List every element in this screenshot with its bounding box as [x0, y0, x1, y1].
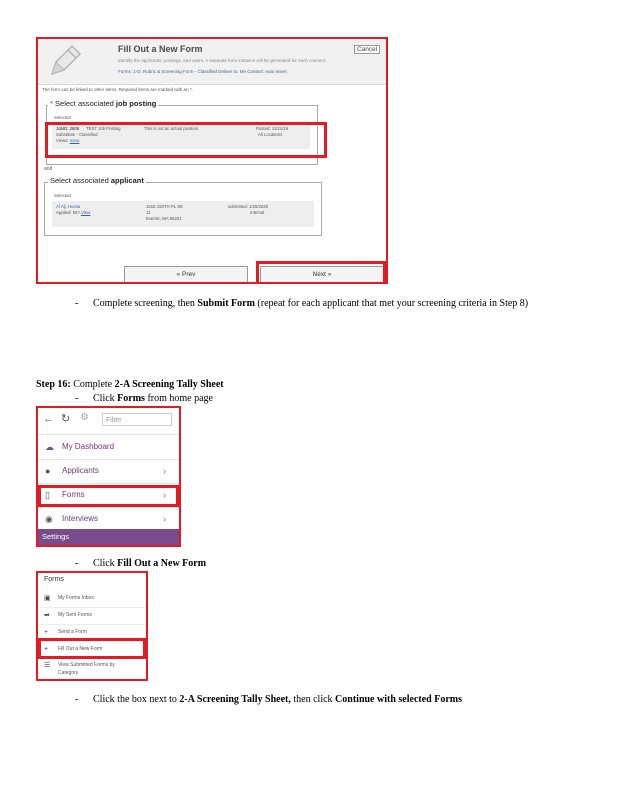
job-title: TEST Job Posting [86, 126, 121, 131]
job-type: Substitute - Classified [56, 132, 98, 137]
views-text: Views: none [56, 138, 80, 143]
share-arrow-icon: ➦ [44, 612, 50, 619]
nav-item-forms[interactable]: ▯ Forms › [38, 483, 179, 508]
forms-submenu-screenshot [36, 571, 148, 681]
instruction-click-forms: Click Forms from home page [93, 393, 213, 404]
applicant-city: Everett, WA 98201 [146, 216, 182, 221]
nav-toolbar [38, 408, 179, 435]
required-star: * [50, 99, 53, 108]
form-subtitle: Identify the applicants, postings, and users. A separate form instance will be generated for each connect. [118, 58, 327, 63]
form-meta-line: Forms: 1-D: Rubric & Screening Form - Classified Deliver to: Me Context: Auto Insert [118, 69, 287, 74]
selected-label: Selected [54, 193, 71, 198]
back-arrow-icon[interactable]: ← [43, 413, 54, 425]
highlight-next-button [256, 261, 386, 284]
bullet-dash: - [75, 694, 79, 705]
chevron-right-icon: › [163, 490, 166, 500]
list-icon: ☰ [44, 662, 51, 669]
view-link[interactable]: View [81, 210, 91, 215]
instruction-fill-out-form: Click Fill Out a New Form [93, 558, 207, 569]
gear-icon[interactable]: ⚙ [80, 412, 89, 423]
applicant-applied: Applied: 56? View [56, 210, 91, 215]
highlight-forms-item [38, 485, 179, 507]
chat-icon: ◉ [45, 514, 53, 524]
job-description: This is not an actual position [144, 126, 199, 131]
menu-item-send-form[interactable]: + Send a Form [38, 624, 146, 642]
nav-item-applicants[interactable]: ● Applicants › [38, 459, 179, 484]
instruction-submit-form: Complete screening, then Submit Form (repeat for each applicant that met your screening criteria in Step 8) [93, 298, 529, 309]
submitted-date: submitted: 1/29/2020 [228, 204, 269, 209]
nav-item-my-dashboard[interactable]: ☁ My Dashboard [38, 435, 179, 460]
menu-item-fill-out-new-form[interactable]: + Fill Out a New Form [38, 641, 146, 659]
bullet-dash: - [75, 393, 79, 404]
cloud-icon: ☁ [45, 442, 54, 452]
highlight-fill-out-new-form [38, 638, 146, 659]
refresh-icon[interactable]: ↻ [61, 413, 71, 425]
selected-label: Selected [54, 115, 71, 120]
prev-button[interactable]: « Prev [124, 266, 248, 283]
job-locations: All Locations [258, 132, 283, 137]
forms-menu-title: Forms [44, 576, 64, 583]
cancel-button[interactable]: Cancel [354, 45, 380, 54]
nav-item-interviews[interactable]: ◉ Interviews › [38, 507, 179, 532]
instruction-select-tally-sheet: Click the box next to 2-A Screening Tally Sheet, then click Continue with selected Forms [93, 694, 462, 705]
required-note: The form can be linked to other items. Required items are marked with an *. [42, 87, 193, 92]
plus-icon: + [44, 629, 49, 636]
next-button[interactable]: Next » [260, 266, 384, 283]
applicant-legend: Select associated applicant [50, 176, 144, 185]
form-title: Fill Out a New Form [118, 44, 203, 54]
fill-out-form-screenshot [36, 37, 388, 284]
applicant-type: Internal [250, 210, 265, 215]
bullet-dash: - [75, 558, 79, 569]
applicant-address: 1518 150TH PL SE [146, 204, 183, 209]
applicant-row[interactable] [52, 201, 314, 227]
applicant-name[interactable]: Al Alj, Hussa [56, 204, 81, 209]
views-link[interactable]: none [69, 138, 80, 143]
applicant-address-2: 11 [146, 210, 151, 215]
highlight-job-posting [45, 122, 327, 158]
form-header [38, 39, 386, 85]
posted-date: Posted: 11/21/19 [256, 126, 289, 131]
job-id: JobID: 2606 [56, 126, 80, 131]
users-icon: ● [45, 466, 51, 476]
job-posting-legend: * Select associated job posting [50, 99, 157, 108]
chevron-right-icon: › [163, 466, 166, 476]
chevron-right-icon: › [163, 514, 166, 524]
plus-icon: + [44, 646, 49, 653]
menu-item-sent-forms[interactable]: ➦ My Sent Forms [38, 607, 146, 625]
inbox-icon: ▣ [44, 595, 51, 602]
filter-input[interactable]: Filter [102, 413, 172, 426]
menu-item-forms-inbox[interactable]: ▣ My Forms Inbox [38, 590, 146, 608]
nav-item-settings[interactable]: Settings [38, 529, 179, 545]
and-label: and [44, 166, 53, 172]
document-icon: ▯ [45, 490, 50, 500]
nav-menu-screenshot [36, 406, 181, 547]
menu-item-view-submitted[interactable]: ☰ View Submitted Forms by Category [44, 662, 115, 676]
pencil-icon [44, 42, 84, 82]
bullet-dash: - [75, 298, 79, 309]
step-16-heading: Step 16: Complete 2-A Screening Tally Sheet [36, 379, 224, 390]
